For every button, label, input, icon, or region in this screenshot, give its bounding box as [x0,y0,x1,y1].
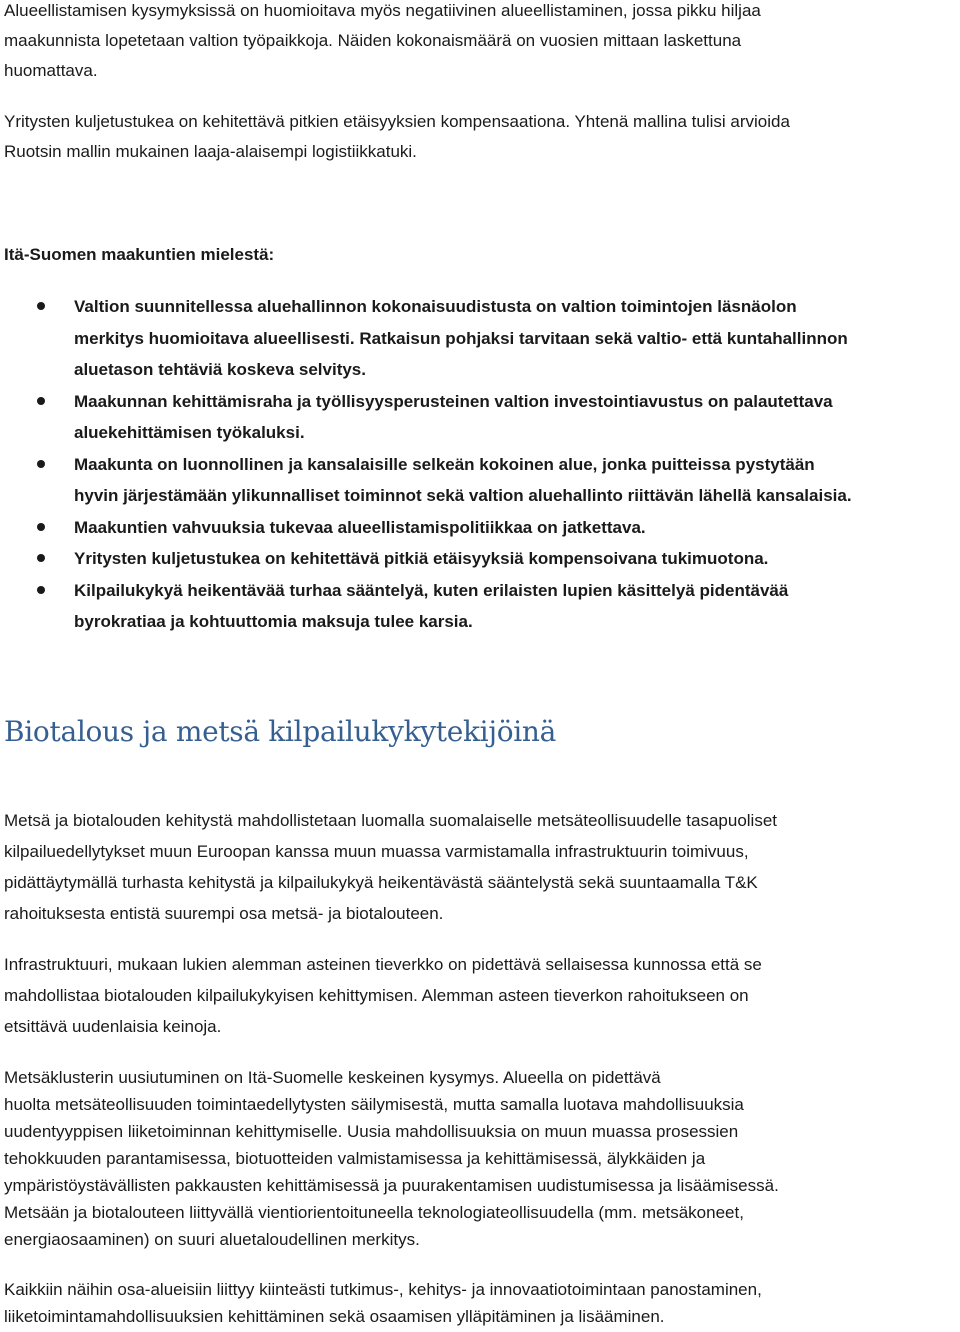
text-line: merkitys huomioitava alueellisesti. Ratkaisun pohjaksi tarvitaan sekä valtio- että kuntahallinnon [74,328,848,348]
list-item [4,512,956,544]
bullet-list [4,291,956,638]
list-item [4,386,956,449]
text-line: huomattava. [4,61,98,80]
text-line: huolta metsäteollisuuden toimintaedellytysten säilymisestä, mutta samalla luotava mahdollisuuksia [4,1095,744,1114]
bullet-icon [37,523,45,531]
text-line: Maakunnan kehittämisraha ja työllisyysperusteinen valtion investointiavustus on palautettava [74,391,833,411]
subheading-ita-suomi: Itä-Suomen maakuntien mielestä: [4,245,275,264]
text-line: etsittävä uudenlaisia keinoja. [4,1017,222,1036]
section-heading-biotalous: Biotalous ja metsä kilpailukykytekijöinä [4,715,557,748]
intro-paragraph-2 [4,107,956,167]
bullet-icon [37,586,45,594]
text-line: aluetason tehtäviä koskeva selvitys. [74,360,366,379]
text-line: energiaosaaminen) on suuri aluetaloudellinen merkitys. [4,1230,420,1249]
text-line: Kaikkiin näihin osa-alueisiin liittyy kiinteästi tutkimus-, kehitys- ja innovaatiotoimintaan panostaminen, [4,1280,762,1299]
bullet-icon [37,302,45,310]
bullet-icon [37,397,45,405]
bullet-icon [37,554,45,562]
text-line: liiketoimintamahdollisuuksien kehittäminen sekä osaamisen ylläpitäminen ja lisääminen. [4,1307,665,1326]
text-line: Infrastruktuuri, mukaan lukien alemman asteinen tieverkko on pidettävä sellaisessa kunnossa että se [4,955,762,974]
list-item [4,575,956,638]
text-line: aluekehittämisen työkaluksi. [74,423,305,442]
text-line: tehokkuuden parantamisessa, biotuotteiden valmistamisessa ja kehittämisessä, älykkäiden ja [4,1149,706,1168]
text-line: hyvin järjestämään ylikunnalliset toiminnot sekä valtion aluehallinto riittävän lähellä kansalaisia. [74,486,852,505]
text-line: Metsään ja biotalouteen liittyvällä vientiorientoituneella teknologiateollisuudella (mm. metsäkoneet, [4,1203,744,1222]
text-line: maakunnista lopetetaan valtion työpaikkoja. Näiden kokonaismäärä on vuosien mittaan laskettuna [4,31,742,50]
bullet-icon [37,460,45,468]
intro-paragraph-1 [4,0,956,86]
biotalous-paragraph-3 [4,1064,956,1253]
list-item [4,449,956,512]
biotalous-paragraph-4 [4,1276,956,1330]
text-line: uudentyyppisen liiketoiminnan kehittymiselle. Uusia mahdollisuuksia on muun muassa prosessien [4,1122,739,1141]
text-line: Maakunta on luonnollinen ja kansalaisille selkeän kokoinen alue, jonka puitteissa pystytään [74,454,815,474]
text-line: pidättäytymällä turhasta kehitystä ja kilpailukykyä heikentävästä sääntelystä sekä suuntaamalla T&K [4,873,758,892]
list-item [4,291,956,386]
text-line: ympäristöystävällisten pakkausten kehittämisessä ja puurakentamisen uudistumisessa ja lisäämisessä. [4,1176,779,1195]
biotalous-paragraph-2 [4,949,956,1042]
text-line: mahdollistaa biotalouden kilpailukykyisen kehittymisen. Alemman asteen tieverkon rahoitukseen on [4,986,749,1005]
text-line: Valtion suunnitellessa aluehallinnon kokonaisuudistusta on valtion toimintojen läsnäolon [74,297,797,316]
text-line: Yritysten kuljetustukea on kehitettävä pitkien etäisyyksien kompensaationa. Yhtenä mallina tulisi arvioida [4,112,790,131]
text-line: Alueellistamisen kysymyksissä on huomioitava myös negatiivinen alueellistaminen, jossa pikku hiljaa [4,1,761,20]
text-line: Metsäklusterin uusiutuminen on Itä-Suomelle keskeinen kysymys. Alueella on pidettävä [4,1068,661,1087]
text-line: Ruotsin mallin mukainen laaja-alaisempi logistiikkatuki. [4,142,417,161]
text-line: byrokratiaa ja kohtuuttomia maksuja tulee karsia. [74,612,473,631]
list-item [4,543,956,575]
text-line: Kilpailukykyä heikentävää turhaa sääntelyä, kuten erilaisten lupien käsittelyä pidentävää [74,580,789,600]
text-line: rahoituksesta entistä suurempi osa metsä- ja biotalouteen. [4,904,444,923]
text-line: Metsä ja biotalouden kehitystä mahdollistetaan luomalla suomalaiselle metsäteollisuudelle tasapuoliset [4,811,778,830]
text-line: Maakuntien vahvuuksia tukevaa alueellistamispolitiikkaa on jatkettava. [74,517,646,537]
text-line: Yritysten kuljetustukea on kehitettävä pitkiä etäisyyksiä kompensoivana tukimuotona. [74,549,769,568]
biotalous-paragraph-1 [4,805,956,929]
text-line: kilpailuedellytykset muun Euroopan kanssa muun muassa varmistamalla infrastruktuurin toimivuus, [4,842,749,861]
